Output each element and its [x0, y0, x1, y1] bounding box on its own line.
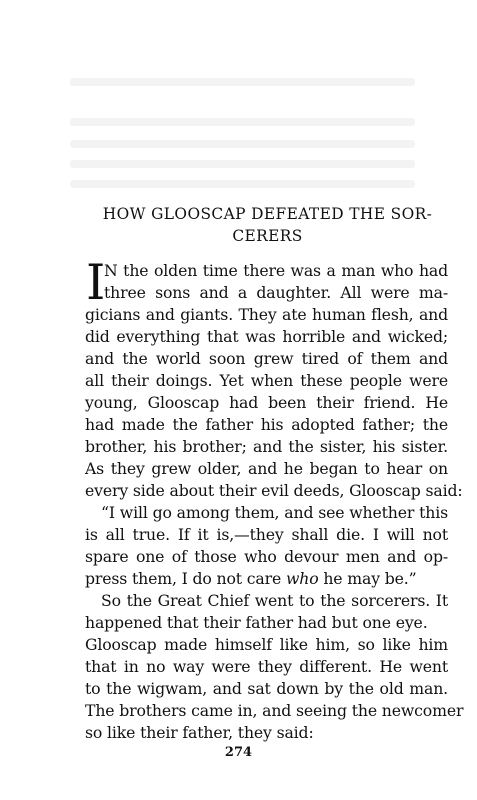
text-line: gicians and giants. They ate human flesh, and — [85, 305, 448, 324]
text-line: that in no way were they different. He went — [85, 657, 448, 676]
text-line — [85, 569, 416, 589]
drop-cap-letter: I — [86, 254, 106, 311]
text-line: young, Glooscap had been their friend. He — [85, 393, 448, 412]
bleed-through-text — [70, 140, 415, 148]
chapter-title — [80, 203, 455, 247]
text-line: every side about their evil deeds, Glooscap said: — [85, 481, 463, 500]
bleed-through-text — [70, 78, 415, 86]
text-line: happened that their father had but one eye. — [85, 613, 428, 632]
text-line: Glooscap made himself like him, so like him — [85, 635, 448, 654]
page-number: 274 — [224, 745, 253, 760]
text-line: So the Great Chief went to the sorcerers. It — [101, 591, 448, 610]
text-line: “I will go among them, and see whether this — [101, 503, 448, 522]
text-line: is all true. If it is,—they shall die. I will not — [85, 525, 448, 544]
text-line: had made the father his adopted father; the — [85, 415, 448, 434]
text-line: As they grew older, and he began to hear on — [85, 459, 448, 478]
bleed-through-text — [70, 160, 415, 168]
text-run: he may be.” — [318, 569, 417, 588]
text-line: brother, his brother; and the sister, his sister. — [85, 437, 448, 456]
chapter-title-line-2: CERERS — [232, 227, 303, 245]
text-line: and the world soon grew tired of them and — [85, 349, 448, 368]
bleed-through-text — [70, 118, 415, 126]
text-line: so like their father, they said: — [85, 723, 314, 742]
emphasis-text: who — [285, 569, 319, 588]
text-line: N the olden time there was a man who had — [104, 261, 448, 280]
text-line: The brothers came in, and seeing the newcomer — [85, 701, 464, 720]
text-line: to the wigwam, and sat down by the old man. — [85, 679, 448, 698]
text-line: spare one of those who devour men and op- — [85, 547, 448, 566]
text-run: press them, I do not care — [85, 569, 286, 588]
text-line: three sons and a daughter. All were ma- — [104, 283, 448, 302]
chapter-title-line-1: HOW GLOOSCAP DEFEATED THE SOR- — [102, 205, 433, 223]
text-line: all their doings. Yet when these people were — [85, 371, 448, 390]
text-line: did everything that was horrible and wicked; — [85, 327, 448, 346]
bleed-through-text — [70, 180, 415, 188]
